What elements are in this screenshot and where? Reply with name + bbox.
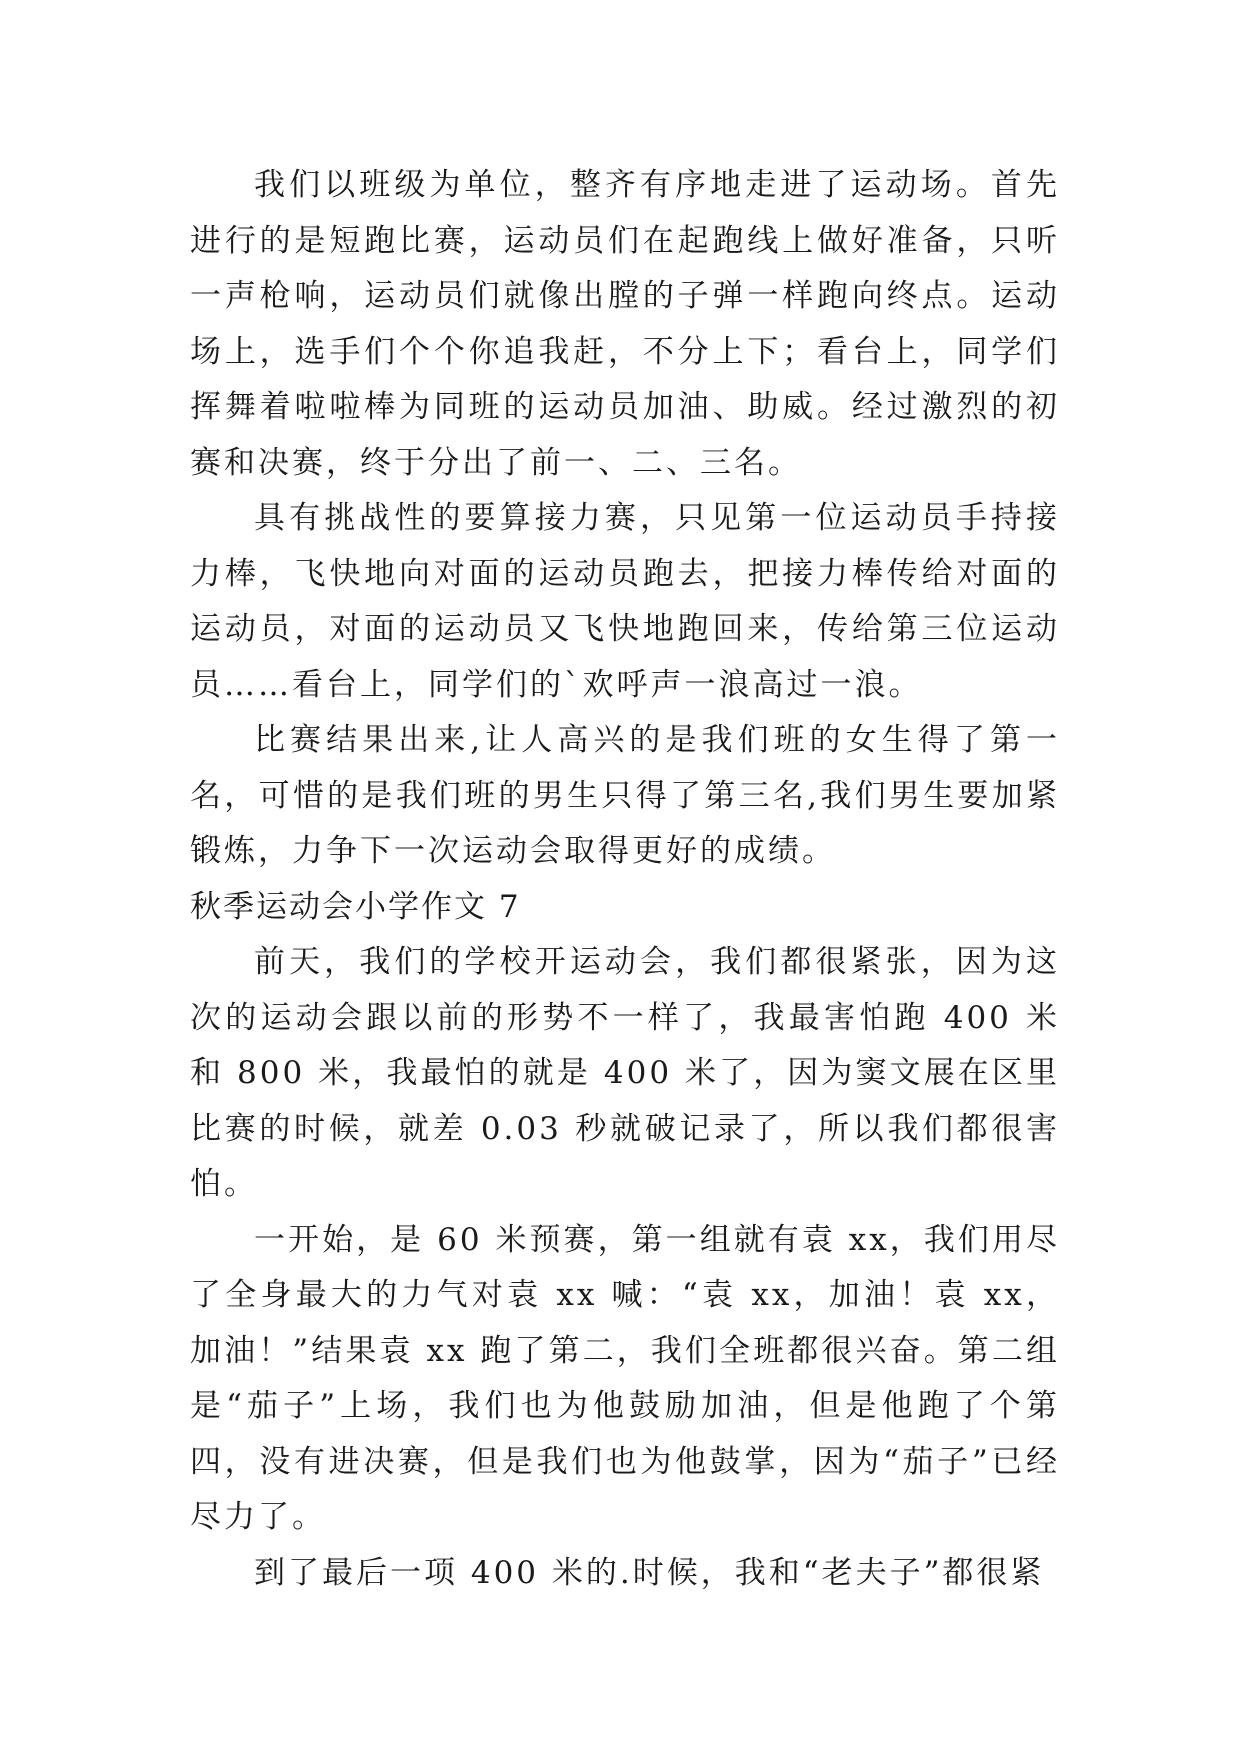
paragraph-sports-meet-intro: 前天，我们的学校开运动会，我们都很紧张，因为这次的运动会跟以前的形势不一样了，我最害怕跑 400 米和 800 米，我最怕的就是 400 米了，因为窦文展在区里比赛的时候，就差 0.03 秒就破记录了，所以我们都很害怕。 (190, 944, 1060, 1202)
paragraph-sprint-race: 我们以班级为单位，整齐有序地走进了运动场。首先进行的是短跑比赛，运动员们在起跑线上做好准备，只听一声枪响，运动员们就像出膛的子弹一样跑向终点。运动场上，选手们个个你追我赶，不分上下；看台上，同学们挥舞着啦啦棒为同班的运动员加油、助威。经过激烈的初赛和决赛，终于分出了前一、二、三名。 (190, 167, 1060, 481)
paragraph-race-results: 比赛结果出来,让人高兴的是我们班的女生得了第一名，可惜的是我们班的男生只得了第三名,我们男生要加紧锻炼，力争下一次运动会取得更好的成绩。 (190, 722, 1060, 869)
document-body (190, 158, 1060, 1601)
paragraph-400m-start: 到了最后一项 400 米的.时候，我和“老夫子”都很紧 (254, 1554, 1045, 1591)
section-title: 秋季运动会小学作文 7 (190, 888, 521, 925)
paragraph-relay-race: 具有挑战性的要算接力赛，只见第一位运动员手持接力棒，飞快地向对面的运动员跑去，把接力棒传给对面的运动员，对面的运动员又飞快地跑回来，传给第三位运动员……看台上，同学们的`欢呼声一浪高过一浪。 (190, 500, 1060, 703)
paragraph-60m-prelims: 一开始，是 60 米预赛，第一组就有袁 xx，我们用尽了全身最大的力气对袁 xx 喊：“袁 xx，加油！袁 xx，加油！”结果袁 xx 跑了第二，我们全班都很兴奋。第二组是“茄子”上场，我们也为他鼓励加油，但是他跑了个第四，没有进决赛，但是我们也为他鼓掌，因为“茄子”已经尽力了。 (190, 1221, 1060, 1535)
